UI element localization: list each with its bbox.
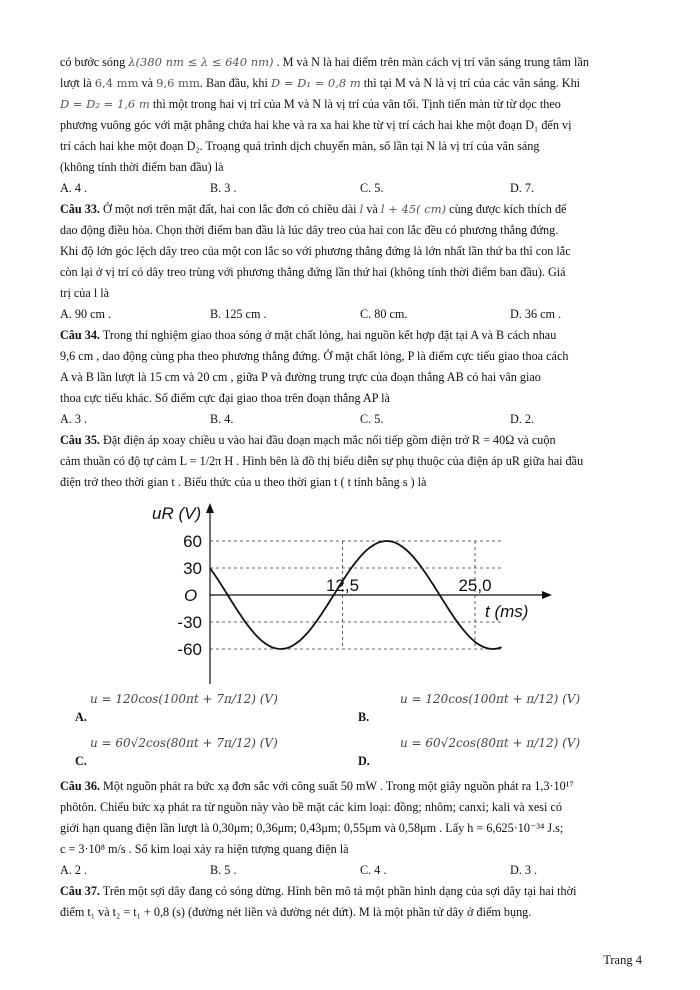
q33-line-1: Câu 33. Ở một nơi trên mặt đất, hai con lắc đơn có chiều dài l và l + 45( cm) cùng được kích thích để — [60, 202, 567, 216]
origin-label: O — [184, 586, 198, 605]
q35-line-3: điện trở theo thời gian t . Biểu thức của u theo thời gian t ( t tính bằng s ) là — [60, 475, 427, 489]
y-axis-arrow — [206, 503, 214, 513]
q34-options — [60, 409, 660, 430]
q36-line-3: giới hạn quang điện lần lượt là 0,30μm; 0,36μm; 0,43μm; 0,55μm và 0,58μm . Lấy h = 6,625·10⁻³⁴ J.s; — [60, 821, 564, 835]
q34-line-1: Câu 34. Trong thí nghiệm giao thoa sóng ở mặt chất lỏng, hai nguồn kết hợp đặt tại A và B cách nhau — [60, 328, 557, 342]
x-axis-arrow — [542, 591, 552, 599]
q36-line-1: Câu 36. Một nguồn phát ra bức xạ đơn sắc với công suất 50 mW . Trong một giây nguồn phát ra 1,3·10¹⁷ — [60, 779, 574, 793]
intro-line-3: D = D₂ = 1,6 m thì một trong hai vị trí của M và N là vị trí của vân tối. Tịnh tiến màn từ từ dọc theo — [60, 97, 561, 111]
option-c[interactable]: C. 5. — [360, 412, 384, 426]
option-d[interactable]: D. 36 cm . — [510, 307, 562, 321]
option-b[interactable]: B. 4. — [210, 412, 234, 426]
intro-options — [60, 178, 660, 199]
answer-a[interactable] — [60, 686, 370, 728]
intro-line-5: trí cách hai khe một đoạn D₂. Troạng quá trình dịch chuyển màn, số lần tại N là vị trí của vân sáng — [60, 139, 540, 153]
q33-options — [60, 304, 660, 325]
q36-line-4: c = 3·10⁸ m/s . Số kim loại xảy ra hiện tượng quang điện là — [60, 842, 349, 856]
option-a[interactable]: A. 2 . — [60, 863, 88, 877]
option-d[interactable]: D. 3 . — [510, 863, 538, 877]
intro-line-2: lượt là 6,4 mm và 9,6 mm. Ban đầu, khi D = D₁ = 0,8 m thì tại M và N là vị trí của các vân sáng. Khi — [60, 76, 581, 90]
q33-line-5: trị của l là — [60, 286, 110, 300]
q37-line-2: điểm t₁ và t₂ = t₁ + 0,8 (s) (đường nét liền và đường nét đứt). M là một phần tử dây ở điểm bụng. — [60, 905, 532, 919]
option-b[interactable]: B. 125 cm . — [210, 307, 267, 321]
page-content — [60, 52, 660, 923]
q33-label: Câu 33. — [60, 202, 100, 216]
ur-time-chart — [150, 499, 570, 684]
q36-options — [60, 860, 660, 881]
answer-b-label: B. — [358, 710, 370, 724]
q35-answers — [60, 686, 660, 772]
q33-line-4: còn lại ở vị trí có dây treo trùng với phương thẳng đứng lần thứ hai (không tính thời điểm ban đầu). Giá — [60, 265, 566, 279]
option-c[interactable]: C. 80 cm. — [360, 307, 408, 321]
x-axis-label: t (ms) — [485, 602, 529, 621]
answer-a-label: A. — [75, 710, 87, 724]
q34-line-3: A và B lần lượt là 15 cm và 20 cm , giữa P và đường trung trực của đoạn thẳng AB có hai vân giao — [60, 370, 541, 384]
answer-c-expr: u = 60√2cos(80πt + 7π/12) (V) — [90, 736, 278, 750]
intro-line-4: phương vuông góc với mặt phẳng chứa hai khe và ra xa hai khe từ vị trí cách hai khe một đoạn D₁ đến vị — [60, 118, 572, 132]
x-tick-label-0: 12,5 — [325, 576, 360, 595]
answer-a-expr: u = 120cos(100πt + 7π/12) (V) — [90, 692, 278, 706]
q36-label: Câu 36. — [60, 779, 100, 793]
q33-line-2: dao động điều hòa. Chọn thời điểm ban đầu là lúc dây treo của hai con lắc đều có phương thẳng đứng. — [60, 223, 559, 237]
answer-c-label: C. — [75, 754, 87, 768]
y-axis-label: uR (V) — [152, 504, 202, 523]
q34-line-2: 9,6 cm , dao động cùng pha theo phương thẳng đứng. Ở mặt chất lỏng, P là điểm cực tiểu giao thoa cách — [60, 349, 569, 363]
option-b[interactable]: B. 3 . — [210, 181, 237, 195]
option-d[interactable]: D. 7. — [510, 181, 535, 195]
intro-line-6: (không tính thời điểm ban đầu) là — [60, 160, 224, 174]
answer-b-expr: u = 120cos(100πt + π/12) (V) — [400, 692, 581, 706]
q34-line-4: thoa cực tiểu khác. Số điểm cực đại giao thoa trên đoạn thẳng AP là — [60, 391, 390, 405]
y-tick-label-1: 30 — [183, 559, 202, 578]
y-tick-label-3: -60 — [177, 640, 202, 659]
answer-d-label: D. — [358, 754, 370, 768]
answer-d[interactable] — [358, 730, 660, 772]
y-tick-label-2: -30 — [177, 613, 202, 632]
q35-line-1: Câu 35. Đặt điện áp xoay chiều u vào hai đầu đoạn mạch mắc nối tiếp gồm điện trở R = 40Ω và cuộn — [60, 433, 556, 447]
q35-label: Câu 35. — [60, 433, 100, 447]
intro-line-1: có bước sóng λ(380 nm ≤ λ ≤ 640 nm) . M và N là hai điểm trên màn cách vị trí vân sáng trung tâm lần — [60, 55, 589, 69]
option-a[interactable]: A. 3 . — [60, 412, 88, 426]
q37-line-1: Câu 37. Trên một sợi dây đang có sóng dừng. Hình bên mô tả một phần hình dạng của sợi dây tại hai thời — [60, 884, 577, 898]
answer-d-expr: u = 60√2cos(80πt + π/12) (V) — [400, 736, 581, 750]
option-c[interactable]: C. 5. — [360, 181, 384, 195]
x-tick-label-1: 25,0 — [458, 576, 492, 595]
option-c[interactable]: C. 4 . — [360, 863, 387, 877]
q35-line-2: cảm thuần có độ tự cảm L = 1/2π H . Hình bên là đồ thị biểu diễn sự phụ thuộc của điện áp uR giữa hai đầu — [60, 454, 584, 468]
page-number: Trang 4 — [603, 953, 642, 967]
q36-line-2: phôtôn. Chiếu bức xạ phát ra từ nguồn này vào bề mặt các kim loại: đồng; nhôm; canxi; kali và xesi có — [60, 800, 562, 814]
q34-label: Câu 34. — [60, 328, 100, 342]
answer-c[interactable] — [60, 730, 370, 772]
q33-line-3: Khi độ lớn góc lệch dây treo của một con lắc so với phương thẳng đứng là lớn nhất lần thứ ba thì con lắc — [60, 244, 571, 258]
option-b[interactable]: B. 5 . — [210, 863, 237, 877]
option-d[interactable]: D. 2. — [510, 412, 535, 426]
option-a[interactable]: A. 90 cm . — [60, 307, 112, 321]
chart-svg — [150, 499, 570, 684]
y-tick-label-0: 60 — [183, 532, 202, 551]
q37-label: Câu 37. — [60, 884, 100, 898]
answer-b[interactable] — [358, 686, 660, 728]
option-a[interactable]: A. 4 . — [60, 181, 88, 195]
